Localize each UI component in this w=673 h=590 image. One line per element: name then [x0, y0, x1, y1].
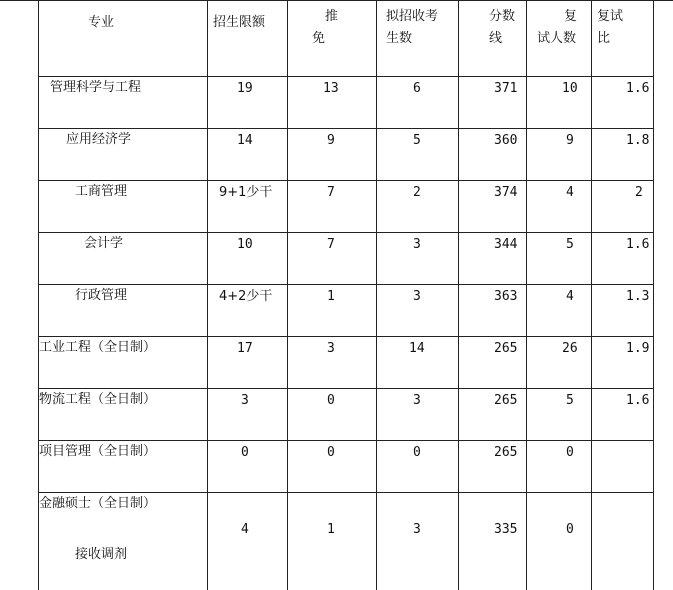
table-cell-retest-ratio: 1.6: [626, 237, 650, 252]
table-cell-score: 360: [494, 133, 518, 148]
column-divider: [376, 0, 377, 590]
table-cell-retest-ratio: 1.8: [626, 133, 650, 148]
table-cell-major: 项目管理（全日制）: [39, 444, 157, 459]
table-cell-score: 344: [494, 237, 518, 252]
table-cell-score: 265: [494, 445, 518, 460]
header-quota: 招生限额: [213, 15, 266, 30]
row-divider: [38, 128, 653, 129]
table-cell-quota: 17: [237, 341, 253, 356]
header-score-line1: 分数: [489, 9, 516, 24]
column-divider: [458, 0, 459, 590]
table-cell-major: 金融硕士（全日制）: [39, 496, 157, 511]
table-cell-retest-ratio: 1.9: [626, 341, 650, 356]
table-cell-quota: 0: [241, 445, 249, 460]
table-cell-retest-count: 5: [566, 237, 574, 252]
header-planned-line2: 生数: [386, 31, 413, 46]
row-divider: [38, 180, 653, 181]
table-cell-planned: 3: [413, 393, 421, 408]
column-divider: [207, 0, 208, 590]
table-cell-retest-count: 4: [566, 289, 574, 304]
table-cell-recommended: 1: [327, 522, 335, 537]
table-cell-score: 265: [494, 393, 518, 408]
header-retest-ratio-line1: 复试: [597, 9, 624, 24]
table-cell-score: 363: [494, 289, 518, 304]
table-cell-retest-count: 26: [562, 341, 578, 356]
table-cell-planned: 14: [409, 341, 425, 356]
header-recommended-line1: 推: [325, 9, 339, 24]
table-cell-major: 行政管理: [75, 288, 128, 303]
table-cell-retest-count: 5: [566, 393, 574, 408]
header-major: 专业: [88, 15, 115, 30]
header-retest-count-line2: 试人数: [537, 31, 577, 46]
column-divider: [653, 0, 654, 590]
table-cell-quota: 4+2少干: [219, 289, 273, 304]
table-cell-major: 管理科学与工程: [50, 80, 142, 95]
table-cell-retest-ratio: 1.3: [626, 289, 650, 304]
table-cell-quota: 14: [237, 133, 253, 148]
row-divider: [38, 440, 653, 441]
table-cell-recommended: 1: [327, 289, 335, 304]
table-cell-retest-count: 4: [566, 185, 574, 200]
table-cell-planned: 3: [413, 289, 421, 304]
table-footer-note: 接收调剂: [75, 547, 128, 562]
header-recommended-line2: 免: [312, 31, 326, 46]
table-cell-planned: 3: [413, 522, 421, 537]
table-cell-retest-ratio: 1.6: [626, 81, 650, 96]
table-top-border: [0, 0, 673, 1]
table-cell-planned: 2: [413, 185, 421, 200]
row-divider: [38, 76, 653, 77]
column-divider: [591, 0, 592, 590]
header-retest-ratio-line2: 比: [597, 31, 611, 46]
table-cell-score: 335: [494, 522, 518, 537]
table-cell-retest-ratio: 1.6: [626, 393, 650, 408]
table-cell-recommended: 0: [327, 445, 335, 460]
row-divider: [38, 284, 653, 285]
table-cell-planned: 0: [413, 445, 421, 460]
table-cell-major: 应用经济学: [66, 132, 132, 147]
table-cell-score: 371: [494, 81, 518, 96]
table-cell-retest-count: 9: [566, 133, 574, 148]
table-cell-major: 工业工程（全日制）: [39, 340, 157, 355]
table-cell-recommended: 13: [323, 81, 339, 96]
row-divider: [38, 492, 653, 493]
table-cell-recommended: 9: [327, 133, 335, 148]
row-divider: [38, 388, 653, 389]
table-cell-quota: 4: [241, 522, 249, 537]
table-cell-planned: 5: [413, 133, 421, 148]
row-divider: [38, 232, 653, 233]
table-cell-recommended: 7: [327, 185, 335, 200]
table-cell-retest-count: 10: [562, 81, 578, 96]
table-cell-retest-count: 0: [566, 445, 574, 460]
table-cell-recommended: 7: [327, 237, 335, 252]
table-cell-quota: 10: [237, 237, 253, 252]
column-divider: [287, 0, 288, 590]
header-retest-count-line1: 复: [564, 9, 578, 24]
table-cell-retest-ratio: 2: [635, 185, 643, 200]
header-planned-line1: 拟招收考: [386, 9, 439, 24]
table-cell-recommended: 0: [327, 393, 335, 408]
table-cell-major: 物流工程（全日制）: [39, 392, 157, 407]
table-cell-planned: 6: [413, 81, 421, 96]
row-divider: [38, 336, 653, 337]
header-score-line2: 线: [489, 31, 503, 46]
table-cell-score: 374: [494, 185, 518, 200]
table-cell-retest-count: 0: [566, 522, 574, 537]
table-cell-planned: 3: [413, 237, 421, 252]
table-cell-major: 工商管理: [75, 184, 128, 199]
table-cell-recommended: 3: [327, 341, 335, 356]
table-cell-quota: 19: [237, 81, 253, 96]
table-cell-score: 265: [494, 341, 518, 356]
table-cell-quota: 9+1少干: [219, 185, 273, 200]
column-divider: [526, 0, 527, 590]
table-cell-major: 会计学: [84, 236, 124, 251]
table-cell-quota: 3: [241, 393, 249, 408]
